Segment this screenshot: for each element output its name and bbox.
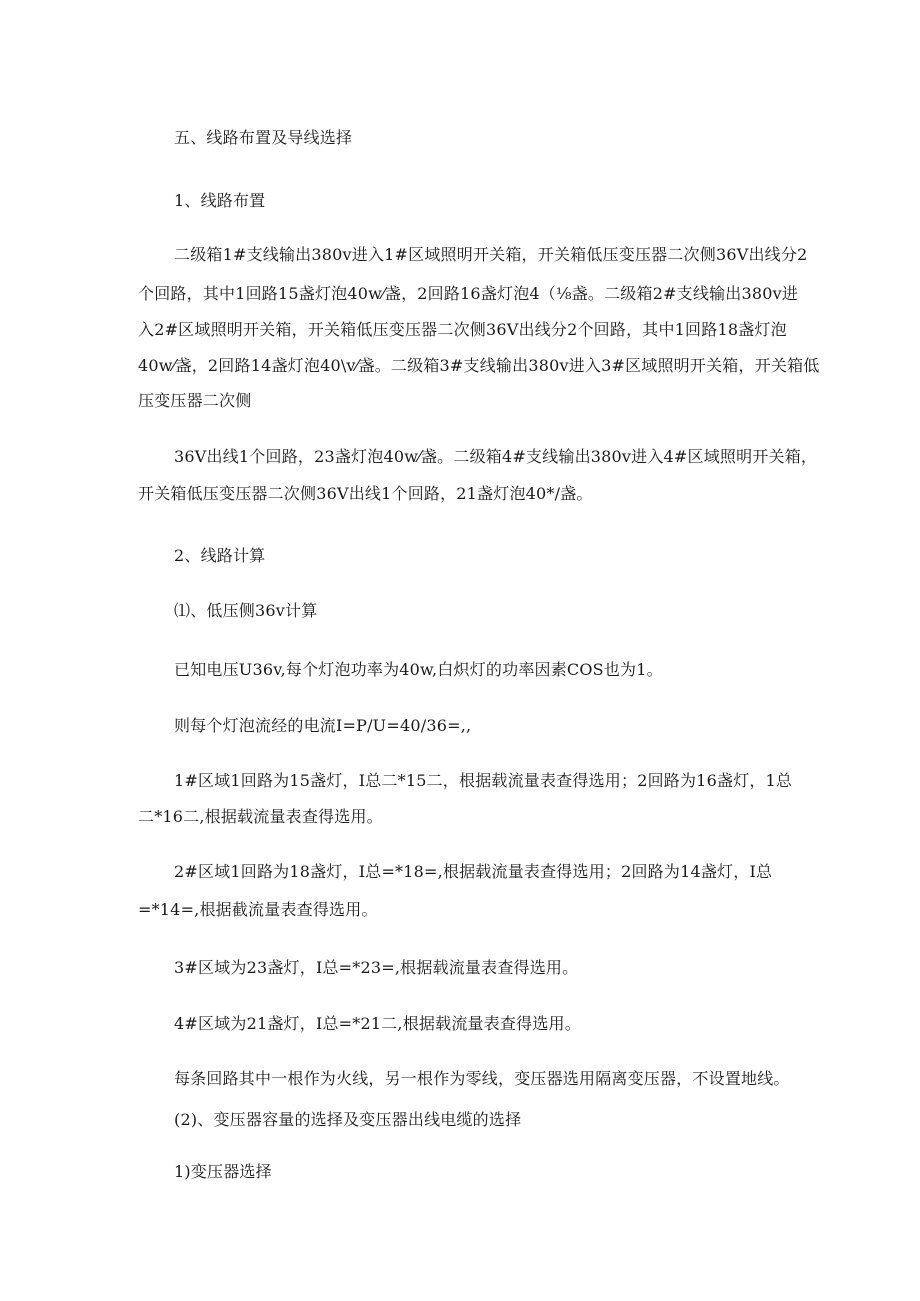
paragraph-line: 3#区域为23盏灯，I总=*23=,根据载流量表查得选用。 — [174, 958, 579, 977]
paragraph-line: 每条回路其中一根作为火线，另一根作为零线，变压器选用隔离变压器，不设置地线。 — [174, 1069, 790, 1088]
subsection-heading-transformer-capacity: (2)、变压器容量的选择及变压器出线电缆的选择 — [174, 1110, 522, 1129]
paragraph-line: =*14=,根据截流量表查得选用。 — [138, 900, 378, 919]
paragraph-line: 36V出线1个回路，23盏灯泡40w⁄盏。二级箱4#支线输出380v进入4#区域照明开关箱， — [174, 447, 818, 466]
section-heading: 五、线路布置及导线选择 — [174, 128, 353, 147]
paragraph-line: 个回路，其中1回路15盏灯泡40w⁄盏，2回路16盏灯泡4（⅛盏。二级箱2#支线输出380v进 — [138, 284, 799, 303]
paragraph-line: 4#区域为21盏灯，I总=*21二,根据载流量表查得选用。 — [174, 1014, 581, 1033]
subsection-heading-calculation: 2、线路计算 — [174, 546, 266, 565]
paragraph-line: 1#区域1回路为15盏灯，I总二*15二，根据载流量表查得选用；2回路为16盏灯，1总 — [174, 771, 793, 790]
paragraph-line: 二级箱1#支线输出380v进入1#区域照明开关箱，开关箱低压变压器二次侧36V出线分2 — [174, 245, 808, 264]
paragraph-line: 则每个灯泡流经的电流I=P/U=40/36=,, — [174, 716, 472, 735]
subsection-heading-low-voltage: ⑴、低压侧36v计算 — [174, 601, 318, 620]
paragraph-line: 压变压器二次侧 — [138, 391, 252, 410]
paragraph-line: 入2#区域照明开关箱，开关箱低压变压器二次侧36V出线分2个回路，其中1回路18盏灯泡 — [138, 320, 787, 339]
subsection-heading-transformer-selection: 1)变压器选择 — [174, 1162, 272, 1181]
paragraph-line: 二*16二,根据载流量表查得选用。 — [138, 807, 383, 826]
paragraph-line: 2#区域1回路为18盏灯，I总=*18=,根据载流量表查得选用；2回路为14盏灯，I总 — [174, 862, 773, 881]
paragraph-line: 40w⁄盏，2回路14盏灯泡40\v⁄盏。二级箱3#支线输出380v进入3#区域照明开关箱，开关箱低 — [138, 356, 820, 375]
paragraph-line: 开关箱低压变压器二次侧36V出线1个回路，21盏灯泡40*/盏。 — [138, 484, 593, 503]
paragraph-line: 已知电压U36v,每个灯泡功率为40w,白炽灯的功率因素COS也为1。 — [174, 660, 663, 679]
subsection-heading-layout: 1、线路布置 — [174, 191, 266, 210]
